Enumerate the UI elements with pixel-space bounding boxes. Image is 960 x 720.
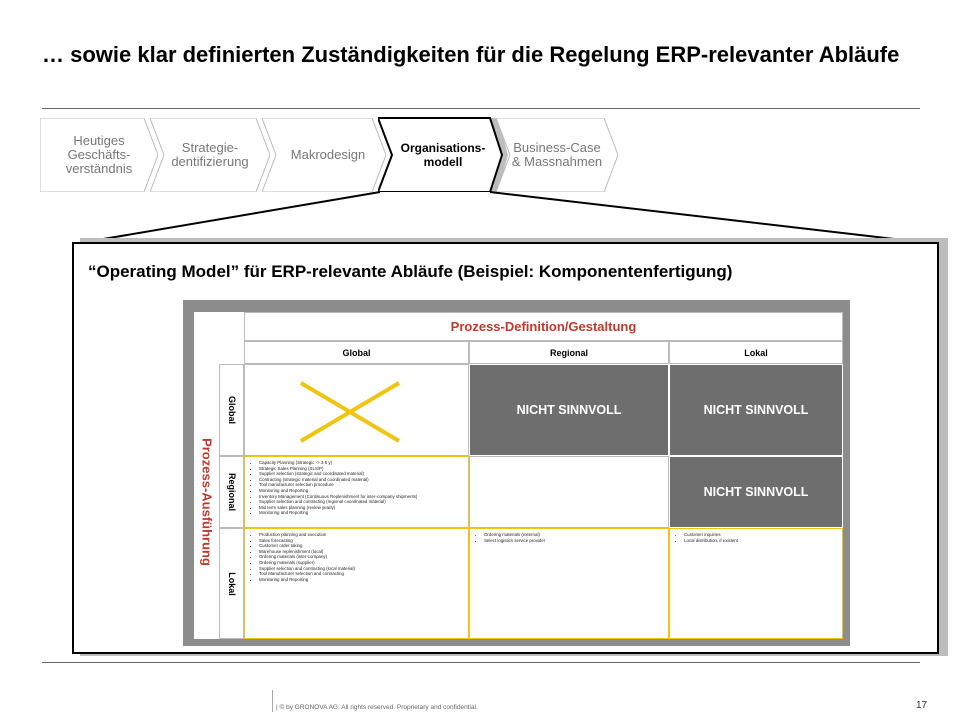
step-label: Heutiges Geschäfts- verständnis [65, 133, 133, 176]
row-header-local [219, 528, 244, 639]
row-group-label: Prozess-Ausführung [199, 437, 214, 566]
step-label: Strategie- dentifizierung [171, 140, 249, 169]
column-header-regional: Regional [469, 341, 669, 364]
cell-global-regional: NICHT SINNVOLL [469, 364, 669, 456]
step-label: Business-Case & Massnahmen [511, 140, 603, 169]
row-header-global [219, 364, 244, 456]
cell-regional-local: NICHT SINNVOLL [669, 456, 843, 528]
row-header-label: Regional [226, 472, 237, 512]
page-title: … sowie klar definierten Zuständigkeiten für die Regelung ERP-relevanter Abläufe [42, 42, 900, 67]
cell-local-local [669, 528, 843, 639]
row-header-label: Lokal [226, 571, 237, 596]
page-number: 17 [916, 700, 928, 711]
zoom-connector [0, 0, 960, 260]
cell-regional-global [244, 456, 469, 528]
model-subtitle: “Operating Model” für ERP-relevante Abläufe (Beispiel: Komponentenfertigung) [88, 262, 733, 281]
footer-separator [272, 690, 273, 712]
responsibility-list: • Customer inquiries • Local distribution, if existent [670, 529, 842, 543]
responsibility-list: • Capacity Planning (Strategic -> 3-5 y) • Strategic Sales Planning (SLS/P) • Supplier selection (strategic and coordinated material) • Contracting (strategic material and coordinated material) • Tool manufacturer selection procedure • Monitoring and Reporting • Inventory Management (Continuous Replenishment for inter-company shipments) • Supplier selection and contracting (regional coordinated material) • Mid term sales planning (review yearly) • Monitoring and Reporting [245, 457, 468, 516]
responsibility-list: • Ordering materials (external) • Select logistics service provider [470, 529, 668, 543]
responsibility-list: • Production planning and execution • Sales forecasting • Customer order taking • Warehouse replenishment (local) • Ordering materials (inter-company) • Ordering materials (supplier) • Supplier selection and contracting (local material) • Tool Manufacturer selection and contracting • Monitoring and Reporting [245, 529, 468, 582]
cross-icon [245, 365, 470, 457]
column-header-local: Lokal [669, 341, 843, 364]
column-group-header: Prozess-Definition/Gestaltung [244, 312, 843, 341]
row-header-regional [219, 456, 244, 528]
step-label: Organisations- modell [400, 141, 486, 169]
cell-global-global [244, 364, 469, 456]
row-header-label: Global [226, 395, 237, 425]
cell-regional-regional [469, 456, 669, 528]
cell-global-local: NICHT SINNVOLL [669, 364, 843, 456]
row-group-header [194, 364, 219, 639]
footer-divider [42, 662, 920, 663]
cell-local-regional [469, 528, 669, 639]
step-label: Makrodesign [290, 147, 366, 162]
footer-copyright: | © by GRONOVA AG. All rights reserved. Proprietary and confidential. [276, 704, 478, 711]
cell-local-global [244, 528, 469, 639]
column-header-global: Global [244, 341, 469, 364]
